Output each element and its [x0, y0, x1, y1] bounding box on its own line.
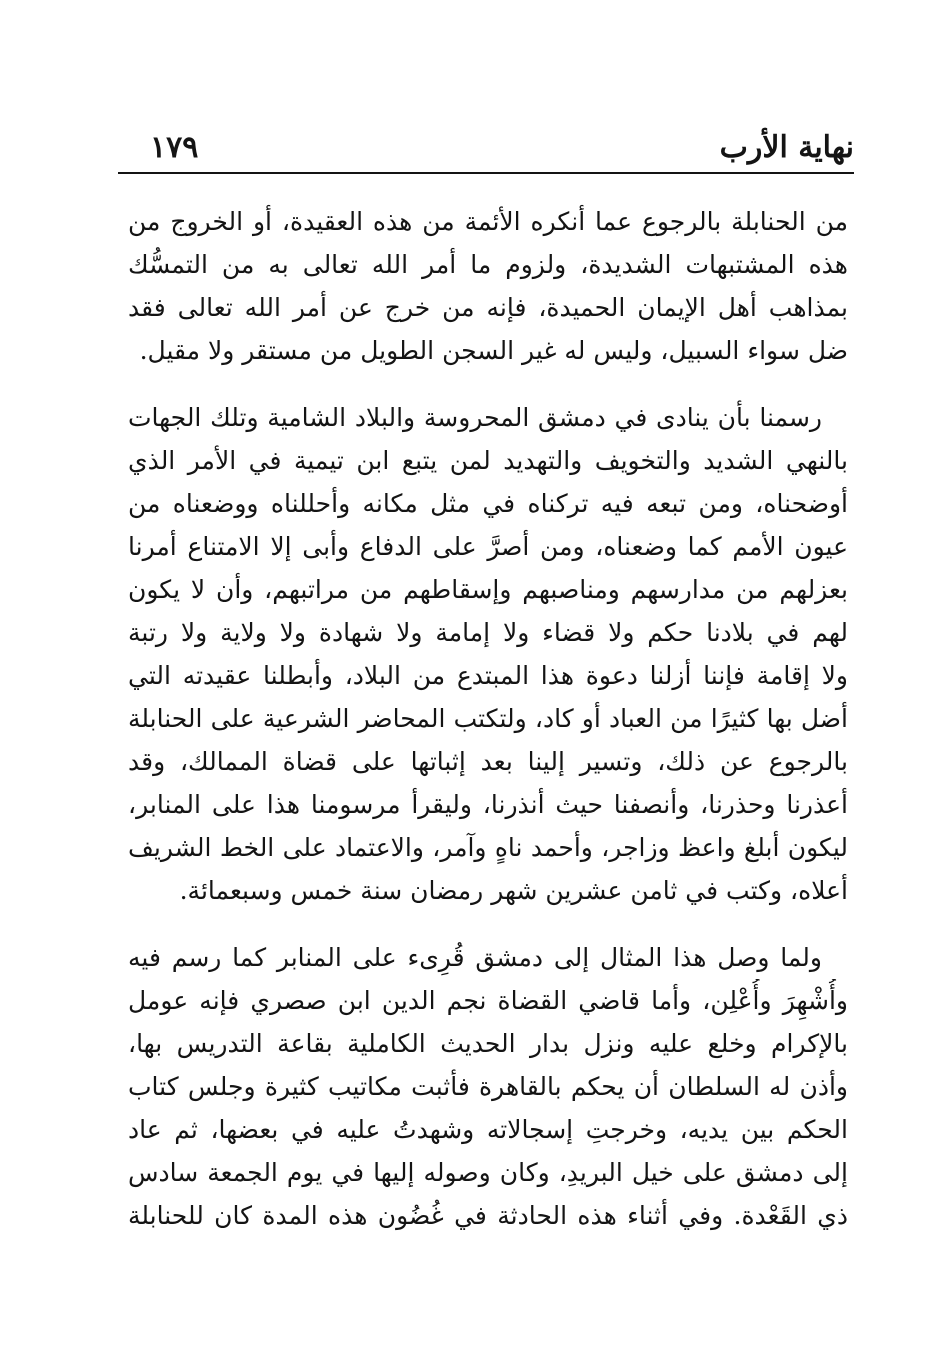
paragraph-2: [128, 396, 848, 912]
text-line: بالنهي الشديد والتخويف والتهديد لمن يتبع ابن تيمية في الأمر الذي: [128, 446, 848, 475]
running-title: نهاية الأرب: [719, 130, 854, 165]
page-number: ١٧٩: [150, 130, 199, 165]
text-line: من الحنابلة بالرجوع عما أنكره الأئمة من هذه العقيدة، أو الخروج من: [128, 207, 848, 236]
text-line: بمذاهب أهل الإيمان الحميدة، فإنه من خرج عن أمر الله تعالى فقد: [128, 293, 848, 322]
text-line: عيون الأمم كما وضعناه، ومن أصرَّ على الدفاع وأبى إلا الامتناع أمرنا: [128, 532, 848, 561]
text-line: ولما وصل هذا المثال إلى دمشق قُرِىء على المنابر كما رسم فيه: [128, 943, 822, 972]
paragraph-3: [128, 936, 848, 1237]
page-header: [118, 128, 854, 172]
text-line: ذي القَعْدة. وفي أثناء هذه الحادثة في غُضُون هذه المدة كان للحنابلة: [128, 1201, 848, 1230]
text-line: بالإكرام وخلع عليه ونزل بدار الحديث الكاملية بقاعة التدريس بها،: [128, 1029, 848, 1058]
text-line: أعذرنا وحذرنا، وأنصفنا حيث أنذرنا، وليقرأ مرسومنا هذا على المنابر،: [128, 790, 848, 819]
text-line: رسمنا بأن ينادى في دمشق المحروسة والبلاد الشامية وتلك الجهات: [128, 403, 822, 432]
text-line: بالرجوع عن ذلك، وتسير إلينا بعد إثباتها على قضاة الممالك، وقد: [128, 747, 848, 776]
text-line: لهم في بلادنا حكم ولا قضاء ولا إمامة ولا شهادة ولا ولاية ولا رتبة: [128, 618, 848, 647]
text-line: هذه المشتبهات الشديدة، ولزوم ما أمر الله تعالى به من التمسُّك: [128, 250, 848, 279]
paragraph-1: [128, 200, 848, 372]
text-line: أضل بها كثيرًا من العباد أو كاد، ولتكتب المحاضر الشرعية على الحنابلة: [128, 704, 848, 733]
text-line: إلى دمشق على خيل البريدِ، وكان وصوله إليها في يوم الجمعة سادس: [128, 1158, 848, 1187]
text-line: الحكم بين يديه، وخرجتِ إسجالاته وشهدتُ عليه في بعضها، ثم عاد: [128, 1115, 848, 1144]
text-line: ضل سواء السبيل، وليس له غير السجن الطويل من مستقر ولا مقيل.: [139, 336, 848, 365]
text-line: بعزلهم من مدارسهم ومناصبهم وإسقاطهم من مراتبهم، وأن لا يكون: [128, 575, 848, 604]
text-line: وأُشْهِرَ وأُعْلِن، وأما قاضي القضاة نجم الدين ابن صصري فإنه عومل: [128, 986, 848, 1015]
header-divider: [118, 172, 854, 174]
text-line: ولا إقامة فإننا أزلنا دعوة هذا المبتدع من البلاد، وأبطلنا عقيدته التي: [128, 661, 848, 690]
text-line: أعلاه، وكتب في ثامن عشرين شهر رمضان سنة خمس وسبعمائة.: [179, 876, 848, 905]
text-line: وأذن له السلطان أن يحكم بالقاهرة فأثبت مكاتيب كثيرة وجلس كتاب: [128, 1072, 848, 1101]
text-line: ليكون أبلغ واعظ وزاجر، وأحمد ناهٍ وآمر، والاعتماد على الخط الشريف: [128, 833, 848, 862]
text-line: أوضحناه، ومن تبعه فيه تركناه في مثل مكانه وأحللناه ووضعناه من: [128, 489, 848, 518]
